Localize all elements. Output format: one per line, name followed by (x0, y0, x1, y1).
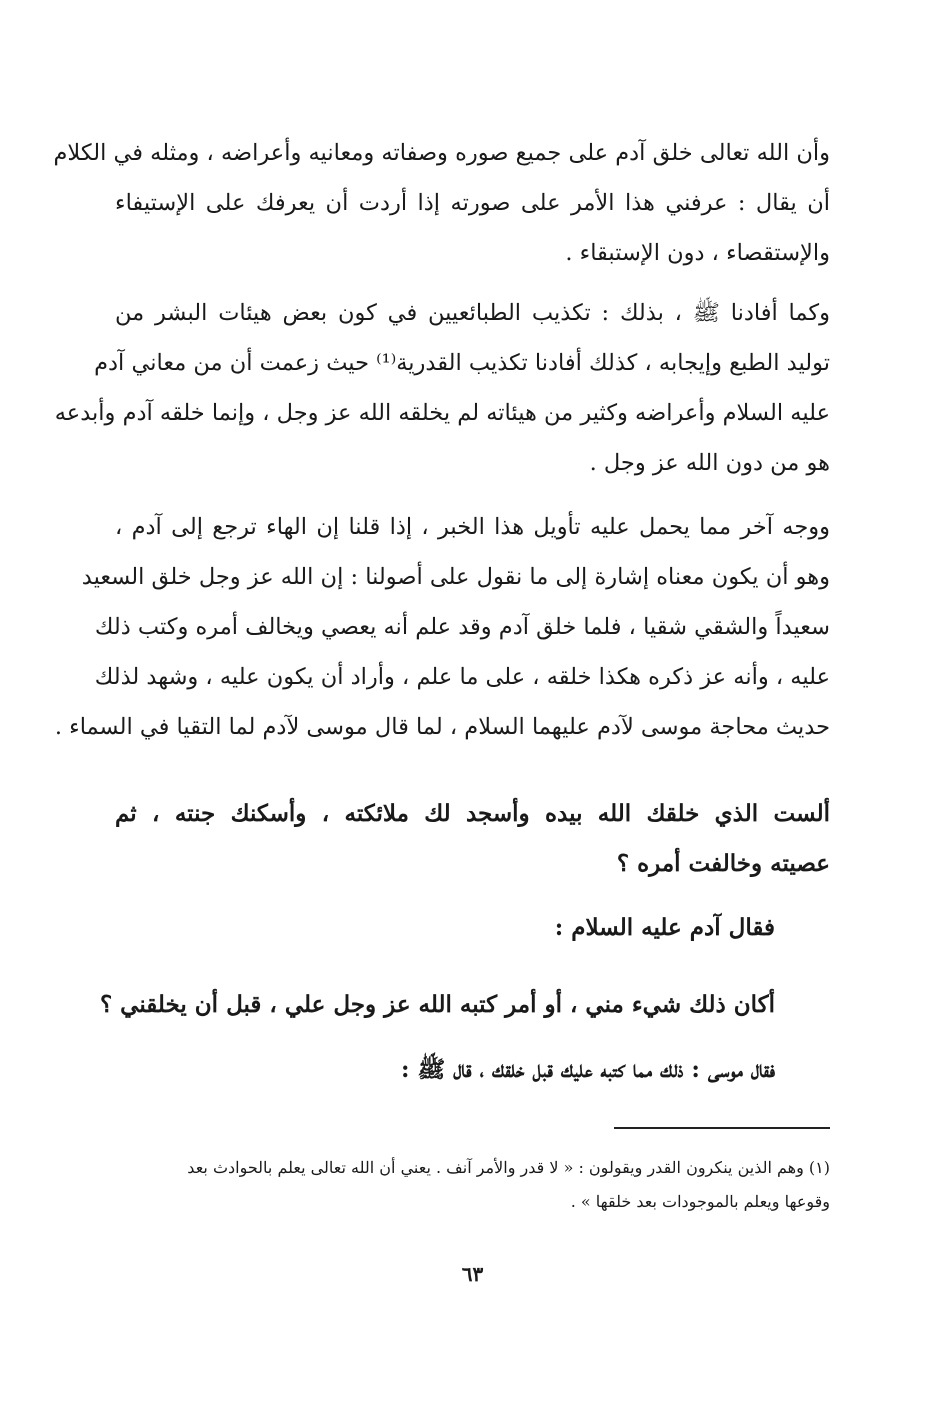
text-line: وأن الله تعالى خلق آدم على جميع صوره وصفاته ومعانيه وأعراضه ، ومثله في الكلام (53, 140, 830, 166)
text-line: هو من دون الله عز وجل . (589, 450, 830, 476)
footnote-line: (١) وهم الذين ينكرون القدر ويقولون : « لا قدر والأمر آنف . يعني أن الله تعالى يعلم بالحوادث بعد (187, 1158, 830, 1177)
text-line: أكان ذلك شيء مني ، أو أمر كتبه الله عز وجل علي ، قبل أن يخلقني ؟ (99, 991, 775, 1018)
text-line: توليد الطبع وإيجابه ، كذلك أفادنا تكذيب القدرية⁽¹⁾ حيث زعمت أن من معاني آدم (94, 350, 830, 376)
text-line: ووجه آخر مما يحمل عليه تأويل هذا الخبر ، إذا قلنا إن الهاء ترجع إلى آدم ، (115, 514, 830, 540)
text-line: عصيته وخالفت أمره ؟ (616, 850, 830, 877)
footnote-separator (614, 1127, 830, 1129)
text-line: أن يقال : عرفني هذا الأمر على صورته إذا أردت أن يعرفك على الإستيفاء (115, 190, 830, 216)
text-line: فقال موسى : ذلك مما كتبه عليك قبل خلقك ، قال ﷺ : (400, 1056, 775, 1083)
text-line: سعيداً والشقي شقيا ، فلما خلق آدم وقد علم أنه يعصي ويخالف أمره وكتب ذلك (94, 614, 830, 640)
text-line: عليه ، وأنه عز ذكره هكذا خلقه ، على ما علم ، وأراد أن يكون عليه ، وشهد لذلك (94, 664, 830, 690)
text-line: والإستقصاء ، دون الإستبقاء . (565, 240, 830, 266)
text-line: فقال آدم عليه السلام : (554, 914, 775, 941)
text-line: ألست الذي خلقك الله بيده وأسجد لك ملائكته ، وأسكنك جنته ، ثم (115, 800, 830, 827)
page-number: ٦٣ (461, 1262, 484, 1286)
text-line: حديث محاجة موسى لآدم عليهما السلام ، لما قال موسى لآدم لما التقيا في السماء . (54, 714, 830, 740)
text-line: وكما أفادنا ﷺ ، بذلك : تكذيب الطبائعيين في كون بعض هيئات البشر من (115, 300, 830, 326)
footnote-line: وقوعها ويعلم بالموجودات بعد خلقها » . (570, 1192, 830, 1211)
text-line: عليه السلام وأعراضه وكثير من هيئاته لم يخلقه الله عز وجل ، وإنما خلقه آدم وأبدعه (54, 400, 830, 426)
text-line: وهو أن يكون معناه إشارة إلى ما نقول على أصولنا : إن الله عز وجل خلق السعيد (81, 564, 830, 590)
